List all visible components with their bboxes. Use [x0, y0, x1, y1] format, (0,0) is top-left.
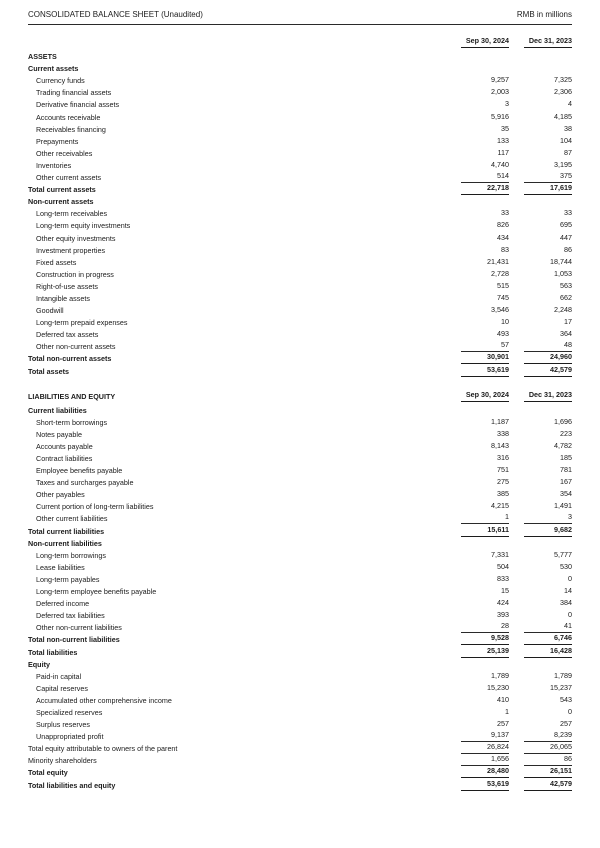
value-dec-31-2023: Dec 31, 2023	[524, 34, 572, 48]
row-label: Employee benefits payable	[36, 466, 123, 476]
value-sep-30-2024: 2,728	[491, 268, 509, 278]
column-header-row	[28, 388, 572, 402]
row-label: Intangible assets	[36, 293, 90, 303]
row-label: Notes payable	[36, 429, 82, 439]
table-row	[28, 171, 572, 183]
value-sep-30-2024: 833	[497, 573, 509, 583]
value-sep-30-2024: 21,431	[487, 256, 509, 266]
table-row	[28, 718, 572, 730]
value-sep-30-2024: 53,619	[461, 364, 509, 376]
table-row	[28, 561, 572, 573]
row-label: Deferred income	[36, 599, 90, 609]
row-label: Long-term prepaid expenses	[36, 318, 128, 328]
row-label: Paid-in capital	[36, 671, 82, 681]
value-sep-30-2024: 1,789	[491, 670, 509, 680]
row-label: Total assets	[28, 366, 70, 376]
row-label: Surplus reserves	[36, 720, 90, 730]
row-label: LIABILITIES AND EQUITY	[28, 391, 116, 401]
table-row	[28, 730, 572, 742]
value-dec-31-2023: 42,579	[524, 364, 572, 376]
value-sep-30-2024: 9,137	[461, 730, 509, 742]
value-dec-31-2023: 38	[564, 123, 572, 133]
row-label: Investment properties	[36, 245, 106, 255]
value-sep-30-2024: 514	[461, 171, 509, 183]
row-label: Receivables financing	[36, 124, 106, 134]
section-header	[28, 50, 572, 62]
value-sep-30-2024: 117	[497, 147, 509, 157]
value-dec-31-2023: 223	[560, 428, 572, 438]
row-label: Other current assets	[36, 173, 102, 183]
row-label: Inventories	[36, 160, 72, 170]
table-row	[28, 292, 572, 304]
row-label: Total current assets	[28, 185, 96, 195]
value-sep-30-2024: 28	[461, 621, 509, 633]
row-label: Unappropriated profit	[36, 732, 104, 742]
value-sep-30-2024: 28,480	[461, 766, 509, 778]
value-dec-31-2023: 384	[560, 598, 572, 608]
table-row	[28, 352, 572, 364]
value-sep-30-2024: 9,528	[461, 633, 509, 645]
value-dec-31-2023: 42,579	[524, 778, 572, 790]
value-sep-30-2024: 3	[505, 99, 509, 109]
value-sep-30-2024	[461, 537, 509, 549]
column-header-row	[28, 34, 572, 48]
value-dec-31-2023: 257	[560, 719, 572, 729]
value-sep-30-2024: 493	[497, 329, 509, 339]
table-row	[28, 766, 572, 778]
value-sep-30-2024: 275	[497, 477, 509, 487]
value-dec-31-2023: 695	[560, 220, 572, 230]
value-sep-30-2024: 15	[501, 586, 509, 596]
value-dec-31-2023: 2,248	[554, 305, 572, 315]
table-row	[28, 488, 572, 500]
row-label: Other non-current liabilities	[36, 623, 122, 633]
value-sep-30-2024: 1,656	[461, 754, 509, 766]
row-label: Currency funds	[36, 76, 85, 86]
row-label: Current portion of long-term liabilities	[36, 502, 154, 512]
value-sep-30-2024: 1,187	[491, 416, 509, 426]
value-dec-31-2023: 48	[524, 340, 572, 352]
value-sep-30-2024: 504	[497, 561, 509, 571]
value-sep-30-2024: 15,611	[461, 524, 509, 536]
value-dec-31-2023: 5,777	[554, 549, 572, 559]
row-label: Capital reserves	[36, 683, 88, 693]
value-dec-31-2023: 26,151	[524, 766, 572, 778]
value-sep-30-2024: 9,257	[491, 75, 509, 85]
table-row	[28, 328, 572, 340]
table-row	[28, 645, 572, 657]
value-dec-31-2023: 1,053	[554, 268, 572, 278]
value-sep-30-2024: 30,901	[461, 352, 509, 364]
value-dec-31-2023: 16,428	[524, 645, 572, 657]
row-label: Long-term payables	[36, 574, 100, 584]
balance-sheet-table	[28, 34, 572, 791]
value-dec-31-2023: 87	[564, 147, 572, 157]
value-sep-30-2024: 4,740	[491, 159, 509, 169]
row-label: Accounts payable	[36, 441, 93, 451]
table-row	[28, 573, 572, 585]
value-sep-30-2024: 53,619	[461, 778, 509, 790]
row-label: Derivative financial assets	[36, 100, 120, 110]
value-sep-30-2024: 257	[497, 719, 509, 729]
row-label: Other receivables	[36, 148, 93, 158]
value-dec-31-2023: 375	[524, 171, 572, 183]
table-row	[28, 754, 572, 766]
value-sep-30-2024	[461, 62, 509, 74]
value-dec-31-2023: 17,619	[524, 183, 572, 195]
value-sep-30-2024: 745	[497, 292, 509, 302]
table-row	[28, 340, 572, 352]
value-dec-31-2023: 9,682	[524, 524, 572, 536]
value-sep-30-2024: 751	[497, 465, 509, 475]
value-sep-30-2024	[461, 50, 509, 62]
value-dec-31-2023: 364	[560, 329, 572, 339]
value-sep-30-2024: 826	[497, 220, 509, 230]
table-row	[28, 219, 572, 231]
value-dec-31-2023: 4	[568, 99, 572, 109]
value-sep-30-2024: 515	[497, 280, 509, 290]
row-label: Accounts receivable	[36, 112, 101, 122]
value-sep-30-2024	[461, 404, 509, 416]
value-dec-31-2023: 167	[560, 477, 572, 487]
table-row	[28, 304, 572, 316]
value-sep-30-2024: 83	[501, 244, 509, 254]
table-row	[28, 135, 572, 147]
document-header	[28, 10, 572, 25]
row-label: Lease liabilities	[36, 562, 85, 572]
row-label: Taxes and surcharges payable	[36, 478, 134, 488]
row-label: Other non-current assets	[36, 342, 116, 352]
row-label: Long-term receivables	[36, 209, 108, 219]
row-label: Total liabilities and equity	[28, 780, 116, 790]
value-dec-31-2023: 8,239	[524, 730, 572, 742]
table-row	[28, 476, 572, 488]
value-dec-31-2023	[524, 62, 572, 74]
table-row	[28, 778, 572, 790]
table-row	[28, 742, 572, 754]
table-row	[28, 524, 572, 536]
value-dec-31-2023: 33	[564, 208, 572, 218]
table-row	[28, 98, 572, 110]
value-sep-30-2024: 385	[497, 489, 509, 499]
value-dec-31-2023: Dec 31, 2023	[524, 388, 572, 402]
value-dec-31-2023	[524, 50, 572, 62]
row-label: Total current liabilities	[28, 526, 105, 536]
value-dec-31-2023: 6,746	[524, 633, 572, 645]
table-row	[28, 428, 572, 440]
value-dec-31-2023: 1,696	[554, 416, 572, 426]
row-label: Non-current assets	[28, 197, 94, 207]
value-dec-31-2023: 41	[524, 621, 572, 633]
table-row	[28, 682, 572, 694]
value-sep-30-2024: 424	[497, 598, 509, 608]
value-dec-31-2023	[524, 404, 572, 416]
section-header	[28, 658, 572, 670]
row-label: Long-term equity investments	[36, 221, 131, 231]
value-sep-30-2024: 15,230	[487, 682, 509, 692]
row-label: Total non-current assets	[28, 354, 112, 364]
value-dec-31-2023: 563	[560, 280, 572, 290]
table-row	[28, 159, 572, 171]
table-row	[28, 549, 572, 561]
row-label: Contract liabilities	[36, 454, 93, 463]
row-label: Specialized reserves	[36, 707, 103, 717]
row-label: Other equity investments	[36, 233, 116, 243]
value-sep-30-2024: 10	[501, 317, 509, 327]
row-label: Other payables	[36, 490, 85, 500]
table-row	[28, 621, 572, 633]
table-row	[28, 585, 572, 597]
value-dec-31-2023: 185	[560, 453, 572, 462]
table-row	[28, 512, 572, 524]
value-dec-31-2023: 530	[560, 561, 572, 571]
value-sep-30-2024: 33	[501, 208, 509, 218]
value-sep-30-2024: 7,331	[491, 549, 509, 559]
table-row	[28, 609, 572, 621]
value-dec-31-2023: 3,195	[554, 159, 572, 169]
value-dec-31-2023: 4,782	[554, 440, 572, 450]
row-label: Total liabilities	[28, 647, 78, 657]
row-label: Minority shareholders	[28, 756, 97, 766]
row-label: Current assets	[28, 64, 79, 74]
value-dec-31-2023: 14	[564, 586, 572, 596]
table-row	[28, 183, 572, 195]
row-label: Total equity attributable to owners of the parent	[28, 744, 178, 754]
section-header	[28, 404, 572, 416]
row-label: Total non-current liabilities	[28, 635, 120, 645]
value-dec-31-2023: 543	[560, 694, 572, 704]
value-dec-31-2023: 26,065	[524, 742, 572, 754]
table-row	[28, 440, 572, 452]
value-dec-31-2023: 24,960	[524, 352, 572, 364]
table-row	[28, 452, 572, 464]
unit-label: RMB in millions	[516, 10, 572, 19]
value-dec-31-2023	[524, 658, 572, 670]
row-label: Fixed assets	[36, 257, 77, 267]
value-dec-31-2023: 0	[568, 610, 572, 620]
table-row	[28, 364, 572, 376]
value-dec-31-2023: 1,789	[554, 670, 572, 680]
table-row	[28, 123, 572, 135]
value-sep-30-2024: 1	[505, 706, 509, 716]
row-label: Trading financial assets	[36, 88, 112, 98]
value-sep-30-2024: 3,546	[491, 305, 509, 315]
value-sep-30-2024: 5,916	[491, 111, 509, 121]
row-label: ASSETS	[28, 52, 57, 62]
value-dec-31-2023: 447	[560, 232, 572, 242]
value-dec-31-2023: 15,237	[550, 682, 572, 692]
table-row	[28, 500, 572, 512]
table-row	[28, 316, 572, 328]
value-sep-30-2024: 316	[497, 453, 509, 462]
value-dec-31-2023: 0	[568, 706, 572, 716]
row-label: Long-term borrowings	[36, 550, 106, 560]
value-sep-30-2024	[461, 195, 509, 207]
row-label: Goodwill	[36, 306, 64, 316]
table-row	[28, 268, 572, 280]
value-dec-31-2023: 3	[524, 512, 572, 524]
value-dec-31-2023: 0	[568, 573, 572, 583]
value-sep-30-2024: 57	[461, 340, 509, 352]
row-label: Prepayments	[36, 136, 79, 146]
row-label: Deferred tax assets	[36, 330, 99, 340]
value-sep-30-2024: 4,215	[491, 501, 509, 511]
table-row	[28, 256, 572, 268]
value-sep-30-2024: Sep 30, 2024	[461, 388, 509, 402]
value-sep-30-2024: 25,139	[461, 645, 509, 657]
table-row	[28, 244, 572, 256]
row-label: Deferred tax liabilities	[36, 611, 105, 621]
table-row	[28, 86, 572, 98]
table-row	[28, 670, 572, 682]
value-sep-30-2024: Sep 30, 2024	[461, 34, 509, 48]
value-dec-31-2023: 2,306	[554, 87, 572, 97]
value-dec-31-2023: 354	[560, 489, 572, 499]
value-dec-31-2023	[524, 195, 572, 207]
section-header	[28, 537, 572, 549]
table-row	[28, 416, 572, 428]
value-sep-30-2024: 22,718	[461, 183, 509, 195]
value-dec-31-2023: 662	[560, 292, 572, 302]
table-row	[28, 597, 572, 609]
section-header	[28, 195, 572, 207]
table-row	[28, 464, 572, 476]
table-row	[28, 147, 572, 159]
row-label: Construction in progress	[36, 269, 114, 279]
table-row	[28, 110, 572, 122]
value-sep-30-2024: 2,003	[491, 87, 509, 97]
value-sep-30-2024: 35	[501, 123, 509, 133]
value-dec-31-2023: 4,185	[554, 111, 572, 121]
value-dec-31-2023	[524, 537, 572, 549]
value-dec-31-2023: 104	[560, 135, 572, 145]
table-row	[28, 74, 572, 86]
table-row	[28, 706, 572, 718]
value-dec-31-2023: 17	[564, 317, 572, 327]
page-title: CONSOLIDATED BALANCE SHEET (Unaudited)	[28, 10, 203, 19]
value-dec-31-2023: 86	[524, 754, 572, 766]
table-row	[28, 280, 572, 292]
table-row	[28, 207, 572, 219]
row-label: Right-of-use assets	[36, 281, 98, 291]
value-sep-30-2024	[461, 658, 509, 670]
table-row	[28, 231, 572, 243]
row-label: Short-term borrowings	[36, 417, 108, 427]
table-row	[28, 694, 572, 706]
value-sep-30-2024: 434	[497, 232, 509, 242]
value-dec-31-2023: 781	[560, 465, 572, 475]
value-sep-30-2024: 393	[497, 610, 509, 620]
section-header	[28, 62, 572, 74]
row-label: Current liabilities	[28, 405, 87, 415]
value-dec-31-2023: 1,491	[554, 501, 572, 511]
value-sep-30-2024: 26,824	[461, 742, 509, 754]
value-dec-31-2023: 7,325	[554, 75, 572, 85]
value-sep-30-2024: 8,143	[491, 440, 509, 450]
row-label: Total equity	[28, 768, 68, 778]
row-label: Long-term employee benefits payable	[36, 587, 157, 597]
row-label: Non-current liabilities	[28, 538, 102, 548]
row-label: Other current liabilities	[36, 514, 108, 524]
value-dec-31-2023: 86	[564, 244, 572, 254]
value-sep-30-2024: 410	[497, 694, 509, 704]
value-sep-30-2024: 133	[497, 135, 509, 145]
value-dec-31-2023: 18,744	[550, 256, 572, 266]
value-sep-30-2024: 1	[461, 512, 509, 524]
row-label: Equity	[28, 659, 50, 669]
value-sep-30-2024: 338	[497, 428, 509, 438]
row-label: Accumulated other comprehensive income	[36, 695, 172, 705]
table-row	[28, 633, 572, 645]
